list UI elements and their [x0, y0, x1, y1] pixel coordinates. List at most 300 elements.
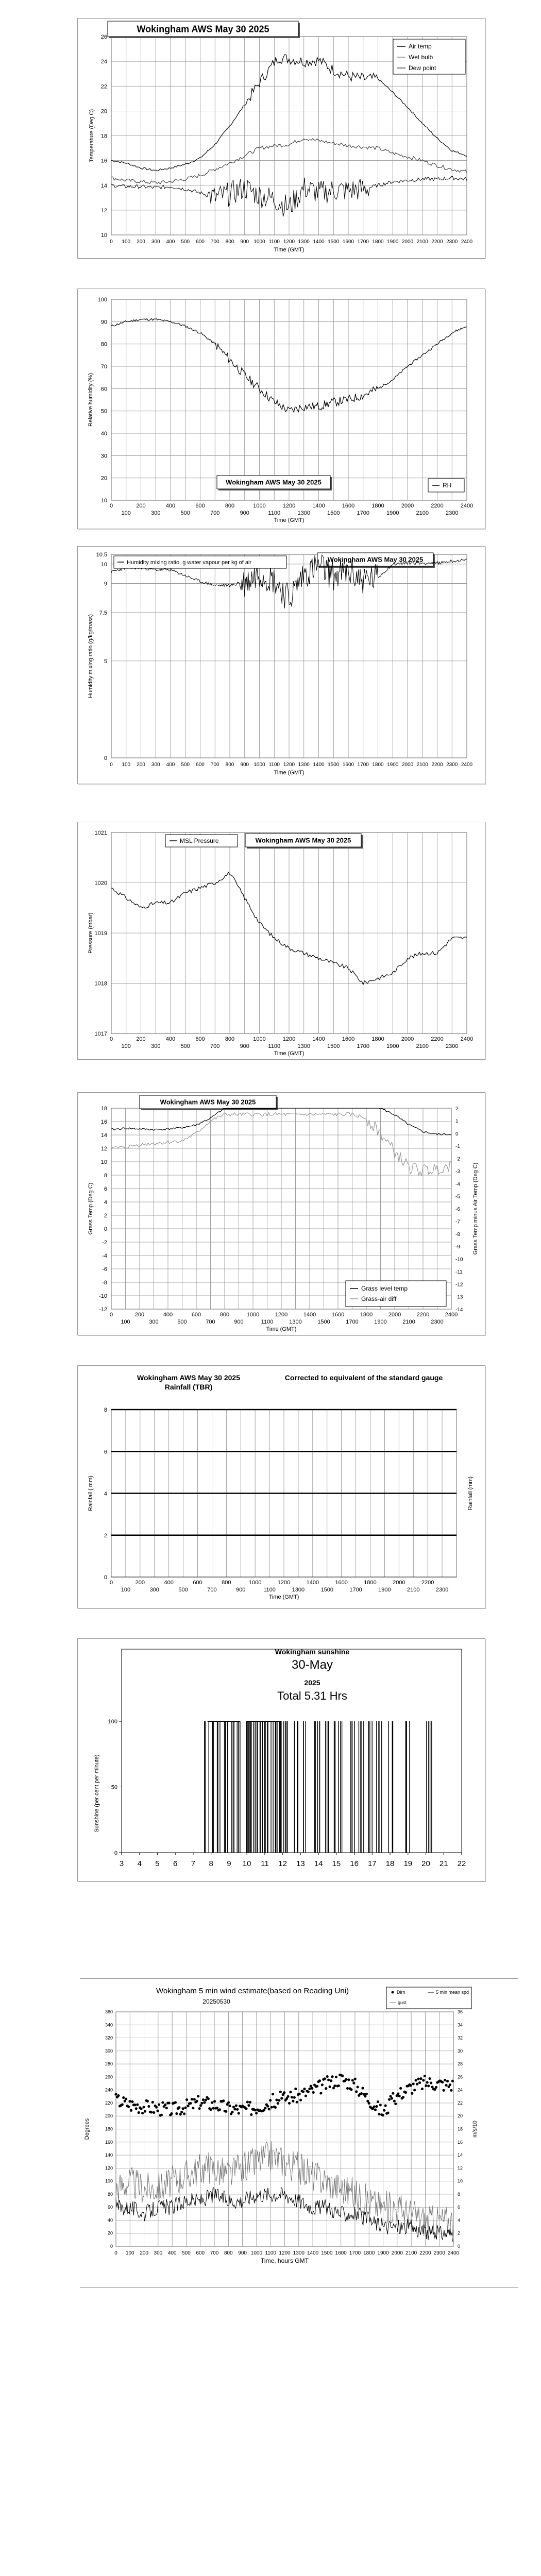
- wind-direction-point: [368, 2102, 370, 2105]
- temperature-xtick-label: 100: [122, 239, 131, 245]
- wind-direction-point: [180, 2111, 183, 2113]
- wind-direction-point: [130, 2109, 132, 2112]
- wind-direction-point: [151, 2101, 154, 2104]
- wind-direction-point: [361, 2087, 364, 2089]
- grass-ytick-right-label: -11: [455, 1269, 463, 1275]
- temperature-xtick-label: 1200: [283, 239, 295, 245]
- grass-ytick-label: -10: [99, 1293, 107, 1299]
- pressure-xtick-label: 1100: [268, 1043, 281, 1049]
- wind-ytick-right-label: 22: [458, 2100, 463, 2106]
- grass-ytick-right-label: -4: [455, 1181, 460, 1188]
- sunshine-ytick-label: 50: [111, 1784, 117, 1791]
- wind-direction-point: [288, 2102, 291, 2105]
- rh-ytick-label: 20: [100, 475, 107, 482]
- wind-direction-point: [374, 2108, 377, 2111]
- wind-direction-point: [347, 2078, 350, 2081]
- rh-xtick-label: 1500: [327, 510, 340, 516]
- wind-ytick-label: 220: [105, 2100, 113, 2106]
- wind-direction-point: [365, 2093, 368, 2095]
- rainfall-xtick-label: 200: [135, 1580, 145, 1586]
- wind-direction-point: [269, 2099, 272, 2102]
- wind-direction-point: [449, 2083, 451, 2086]
- mixing-ratio-xtick-label: 100: [122, 762, 131, 768]
- wind-direction-point: [327, 2079, 330, 2081]
- wind-direction-point: [222, 2099, 225, 2102]
- wind-direction-point: [379, 2104, 382, 2106]
- wind-ytick-label: 40: [107, 2217, 113, 2223]
- grass-xtick-label: 1600: [331, 1312, 345, 1318]
- grass-ytick-right-label: -10: [455, 1257, 463, 1263]
- temperature-ytick-label: 26: [100, 34, 107, 40]
- wind-direction-point: [298, 2093, 301, 2095]
- wind-direction-point: [238, 2112, 240, 2114]
- rainfall-xtick-label: 900: [236, 1587, 246, 1593]
- wind-xtick-label: 200: [140, 2250, 148, 2256]
- wind-direction-point: [312, 2091, 315, 2094]
- wind-xtick-label: 1600: [335, 2250, 347, 2256]
- wind-direction-point: [211, 2102, 213, 2104]
- wind-direction-point: [133, 2104, 136, 2106]
- wind-direction-point: [255, 2112, 258, 2114]
- temperature-xtick-label: 600: [196, 239, 205, 245]
- sunshine-xtick-label: 15: [332, 1859, 341, 1868]
- wind-direction-point: [125, 2097, 127, 2100]
- rainfall-chart: [78, 1366, 485, 1608]
- wind-ytick-label: 360: [105, 2009, 113, 2014]
- rainfall-chart-title: Wokingham AWS May 30 2025: [137, 1374, 240, 1382]
- rainfall-xtick-label: 1600: [335, 1580, 348, 1586]
- wind-direction-point: [354, 2078, 357, 2080]
- rainfall-chart-note: Corrected to equivalent of the standard gauge: [284, 1374, 443, 1382]
- grass-ytick-right-label: -14: [455, 1307, 463, 1313]
- grass-ytick-label: 8: [104, 1173, 107, 1179]
- wind-direction-point: [415, 2079, 417, 2081]
- wind-direction-point: [443, 2089, 445, 2092]
- grass-ytick-label: -2: [102, 1240, 107, 1246]
- sunshine-xtick-label: 4: [137, 1859, 142, 1868]
- sunshine-xtick-label: 22: [457, 1859, 466, 1868]
- wind-direction-point: [292, 2100, 294, 2103]
- rh-xtick-label: 400: [165, 503, 176, 509]
- sunshine-chart: [78, 1639, 485, 1881]
- wind-legend-label: Dirn: [397, 1990, 405, 1995]
- sunshine-xtick-label: 3: [119, 1859, 124, 1868]
- rh-xtick-label: 0: [109, 503, 113, 509]
- mixing-ratio-xtick-label: 300: [151, 762, 160, 768]
- mixing-ratio-chart-panel: [77, 546, 485, 784]
- mixing-ratio-xtick-label: 200: [137, 762, 145, 768]
- pressure-xtick-label: 2100: [416, 1043, 429, 1049]
- wind-direction-point: [277, 2102, 279, 2105]
- wind-direction-point: [131, 2100, 133, 2103]
- grass-xtick-label: 300: [149, 1319, 159, 1325]
- wind-direction-point: [225, 2110, 227, 2113]
- pressure-xtick-label: 900: [240, 1043, 249, 1049]
- wind-xtick-label: 2100: [405, 2250, 417, 2256]
- wind-direction-point: [364, 2095, 366, 2097]
- mixing-ratio-xtick-label: 1700: [357, 762, 369, 768]
- sunshine-xtick-label: 7: [191, 1859, 196, 1868]
- rh-xtick-label: 1600: [342, 503, 355, 509]
- mixing-ratio-ytick-label: 9: [104, 581, 107, 587]
- temperature-ytick-label: 24: [100, 59, 107, 65]
- wind-direction-point: [393, 2100, 396, 2103]
- rh-xtick-label: 1100: [268, 510, 281, 516]
- wind-direction-point: [413, 2089, 416, 2091]
- wind-xtick-label: 300: [154, 2250, 163, 2256]
- grass-xtick-label: 400: [163, 1312, 173, 1318]
- wind-direction-point: [200, 2102, 203, 2105]
- wind-direction-point: [326, 2075, 329, 2078]
- mixing-ratio-xtick-label: 700: [210, 762, 219, 768]
- sunshine-xtick-label: 11: [261, 1859, 269, 1868]
- grass-ytick-right-label: 2: [455, 1106, 459, 1112]
- grass-chart-title: Wokingham AWS May 30 2025: [160, 1098, 256, 1106]
- rh-xtick-label: 1800: [371, 503, 384, 509]
- wind-direction-point: [245, 2107, 247, 2110]
- rainfall-xtick-label: 2100: [407, 1587, 420, 1593]
- wind-direction-point: [207, 2097, 210, 2100]
- sunshine-xtick-label: 13: [296, 1859, 305, 1868]
- grass-xtick-label: 1400: [303, 1312, 316, 1318]
- pressure-xtick-label: 0: [109, 1036, 113, 1042]
- wind-direction-point: [319, 2092, 322, 2094]
- rh-x-axis-title: Time (GMT): [274, 517, 305, 523]
- mixing-ratio-xtick-label: 1400: [313, 762, 325, 768]
- temperature-chart-panel: [77, 18, 485, 259]
- wind-ytick-right-label: 30: [458, 2048, 463, 2054]
- wind-direction-point: [199, 2104, 202, 2107]
- sunshine-plot-area: [122, 1649, 462, 1853]
- wind-xtick-label: 1100: [265, 2250, 276, 2256]
- wind-xtick-label: 1400: [307, 2250, 319, 2256]
- grass-ytick-right-label: -3: [455, 1168, 460, 1175]
- temperature-ytick-label: 14: [100, 182, 107, 189]
- grass-xtick-label: 200: [134, 1312, 145, 1318]
- grass-ytick-right-label: -1: [455, 1144, 460, 1150]
- mixing-ratio-ytick-label: 7.5: [99, 609, 107, 616]
- wind-direction-point: [266, 2105, 269, 2108]
- mixing-ratio-ytick-label: 5: [104, 658, 107, 665]
- wind-direction-point: [128, 2100, 131, 2103]
- wind-y-axis-title: Degrees: [84, 2118, 90, 2140]
- wind-direction-point: [160, 2114, 163, 2116]
- wind-direction-point: [350, 2088, 352, 2091]
- grass-ytick-label: 14: [100, 1132, 107, 1139]
- temperature-chart: [78, 19, 485, 258]
- wind-direction-point: [183, 2112, 185, 2115]
- wind-direction-point: [213, 2100, 216, 2103]
- mixing-ratio-xtick-label: 2400: [461, 762, 473, 768]
- wind-xtick-label: 700: [210, 2250, 219, 2256]
- rainfall-xtick-label: 1900: [378, 1587, 391, 1593]
- grass-xtick-label: 1100: [261, 1319, 274, 1325]
- grass-xtick-label: 1900: [374, 1319, 387, 1325]
- rh-ytick-label: 80: [100, 341, 107, 348]
- wind-ytick-right-label: 14: [458, 2153, 463, 2158]
- temperature-y-axis-title: Temperature (Deg C): [89, 109, 95, 163]
- wind-ytick-right-label: 18: [458, 2126, 463, 2132]
- rh-y-axis-title: Relative humidity (%): [88, 373, 94, 427]
- wind-direction-point: [450, 2089, 452, 2092]
- wind-chart-title: Wokingham 5 min wind estimate(based on Reading Uni): [156, 1987, 349, 1995]
- grass-xtick-label: 2100: [402, 1319, 415, 1325]
- temperature-xtick-label: 2300: [446, 239, 458, 245]
- sunshine-date: 30-May: [291, 1658, 333, 1672]
- sunshine-year: 2025: [304, 1679, 320, 1687]
- rh-xtick-label: 100: [121, 510, 131, 516]
- pressure-y-axis-title: Pressure (mbar): [88, 912, 94, 954]
- wind-direction-point: [417, 2078, 419, 2080]
- wind-direction-point: [402, 2096, 404, 2098]
- rainfall-xtick-label: 1300: [292, 1587, 305, 1593]
- grass-ytick-right-label: 1: [455, 1118, 459, 1125]
- pressure-chart-panel: [77, 822, 485, 1060]
- rh-ytick-label: 60: [100, 386, 107, 393]
- pressure-xtick-label: 1500: [327, 1043, 340, 1049]
- wind-direction-point: [185, 2098, 188, 2101]
- temperature-xtick-label: 500: [181, 239, 190, 245]
- sunshine-total: Total 5.31 Hrs: [277, 1689, 347, 1702]
- wind-direction-point: [305, 2094, 307, 2097]
- rainfall-xtick-label: 1500: [320, 1587, 333, 1593]
- rh-xtick-label: 2300: [446, 510, 459, 516]
- rh-chart: [78, 289, 485, 529]
- mixing-ratio-legend-label: Humidity mixing ratio, g water vapour per kg of air: [127, 560, 252, 566]
- mixing-ratio-ytick-label: 0: [104, 755, 107, 761]
- wind-direction-point: [355, 2090, 358, 2093]
- pressure-xtick-label: 2400: [460, 1036, 474, 1042]
- wind-direction-point: [205, 2099, 207, 2102]
- temperature-xtick-label: 1500: [328, 239, 340, 245]
- rh-xtick-label: 900: [240, 510, 249, 516]
- rh-xtick-label: 2200: [431, 503, 444, 509]
- wind-legend-label: gust: [398, 2000, 407, 2005]
- wind-ytick-label: 100: [105, 2178, 113, 2184]
- grass-x-axis-title: Time (GMT): [266, 1326, 297, 1332]
- grass-legend-label: Grass-air diff: [361, 1295, 397, 1302]
- wind-direction-point: [231, 2111, 233, 2113]
- grass-ytick-label: 12: [100, 1146, 107, 1152]
- sunshine-xtick-label: 12: [278, 1859, 287, 1868]
- wind-direction-point: [294, 2088, 297, 2090]
- mixing-ratio-xtick-label: 2100: [416, 762, 428, 768]
- wind-direction-point: [293, 2096, 296, 2099]
- sunshine-xtick-label: 18: [385, 1859, 395, 1868]
- wind-direction-point: [410, 2084, 412, 2087]
- wind-direction-point: [382, 2114, 384, 2116]
- grass-xtick-label: 500: [177, 1319, 187, 1325]
- wind-direction-point: [419, 2077, 422, 2080]
- pressure-xtick-label: 200: [136, 1036, 146, 1042]
- wind-direction-point: [378, 2113, 380, 2115]
- rh-ytick-label: 90: [100, 319, 107, 326]
- mixing-ratio-x-axis-title: Time (GMT): [274, 770, 305, 776]
- mixing-ratio-xtick-label: 0: [110, 762, 113, 768]
- wind-direction-point: [404, 2091, 407, 2094]
- rainfall-xtick-label: 1400: [306, 1580, 319, 1586]
- rainfall-xtick-label: 300: [149, 1587, 159, 1593]
- pressure-xtick-label: 2300: [446, 1043, 459, 1049]
- wind-direction-point: [216, 2107, 218, 2109]
- wind-direction-point: [142, 2106, 145, 2108]
- wind-direction-point: [196, 2100, 198, 2103]
- wind-xtick-label: 500: [182, 2250, 191, 2256]
- wind-chart: [77, 1986, 489, 2275]
- grass-chart: [78, 1093, 485, 1335]
- wind-ytick-right-label: 26: [458, 2074, 463, 2080]
- rh-ytick-label: 70: [100, 364, 107, 370]
- mixing-ratio-xtick-label: 600: [196, 762, 205, 768]
- grass-ytick-label: 18: [100, 1106, 107, 1112]
- rh-xtick-label: 2000: [401, 503, 414, 509]
- mixing-ratio-xtick-label: 2200: [431, 762, 443, 768]
- wind-direction-point: [302, 2090, 305, 2093]
- wind-direction-point: [351, 2079, 354, 2081]
- grass-xtick-label: 1000: [246, 1312, 260, 1318]
- wind-direction-point: [249, 2101, 251, 2104]
- wind-xtick-label: 0: [114, 2250, 117, 2256]
- wind-direction-point: [247, 2104, 250, 2107]
- temperature-ytick-label: 20: [100, 108, 107, 115]
- wind-ytick-right-label: 8: [458, 2191, 461, 2197]
- wind-direction-point: [270, 2106, 273, 2109]
- temperature-legend-label: Wet bulb: [409, 54, 433, 61]
- grass-ytick-label: 0: [104, 1226, 107, 1232]
- grass-ytick-right-label: -5: [455, 1194, 460, 1200]
- wind-direction-point: [291, 2096, 293, 2098]
- grass-ytick-label: 16: [100, 1119, 107, 1125]
- temperature-xtick-label: 2200: [431, 239, 443, 245]
- sunshine-xtick-label: 10: [242, 1859, 251, 1868]
- temperature-xtick-label: 1600: [342, 239, 354, 245]
- rainfall-x-axis-title: Time (GMT): [268, 1594, 299, 1600]
- rh-ytick-label: 30: [100, 453, 107, 460]
- wind-xtick-label: 1800: [363, 2250, 375, 2256]
- grass-xtick-label: 800: [219, 1312, 230, 1318]
- wind-xtick-label: 1300: [293, 2250, 305, 2256]
- wind-direction-point: [286, 2095, 289, 2098]
- wind-direction-point: [299, 2099, 302, 2102]
- pressure-ytick-label: 1019: [94, 930, 107, 937]
- temperature-ytick-label: 10: [100, 232, 107, 239]
- wind-xtick-label: 100: [125, 2250, 134, 2256]
- rainfall-xtick-label: 100: [121, 1587, 131, 1593]
- wind-direction-point: [174, 2101, 177, 2104]
- wind-direction-point: [360, 2092, 363, 2095]
- rainfall-xtick-label: 400: [164, 1580, 174, 1586]
- wind-ytick-label: 120: [105, 2165, 113, 2171]
- wind-xtick-label: 1700: [349, 2250, 361, 2256]
- temperature-chart-title: Wokingham AWS May 30 2025: [137, 24, 269, 35]
- wind-direction-point: [280, 2097, 283, 2099]
- sunshine-xtick-label: 8: [209, 1859, 213, 1868]
- mixing-ratio-xtick-label: 1000: [253, 762, 265, 768]
- grass-y-axis-right-title: Grass Temp minus Air Temp (Deg C): [472, 1162, 479, 1255]
- wind-direction-point: [426, 2081, 429, 2083]
- wind-direction-point: [192, 2107, 194, 2109]
- grass-ytick-right-label: -12: [455, 1282, 463, 1288]
- wind-ytick-label: 340: [105, 2022, 113, 2028]
- temperature-xtick-label: 1800: [372, 239, 384, 245]
- pressure-xtick-label: 1200: [282, 1036, 296, 1042]
- pressure-ytick-label: 1021: [94, 830, 107, 836]
- rainfall-xtick-label: 500: [178, 1587, 188, 1593]
- wind-direction-point: [386, 2112, 389, 2114]
- wind-ytick-label: 240: [105, 2087, 113, 2093]
- wind-direction-point: [441, 2081, 444, 2083]
- wind-direction-point: [445, 2084, 447, 2087]
- wind-direction-point: [375, 2105, 378, 2108]
- wind-xtick-label: 2400: [447, 2250, 460, 2256]
- rh-xtick-label: 200: [136, 503, 146, 509]
- grass-xtick-label: 1200: [275, 1312, 288, 1318]
- grass-xtick-label: 0: [109, 1312, 113, 1318]
- grass-ytick-label: 4: [104, 1199, 107, 1206]
- wind-xtick-label: 2000: [391, 2250, 403, 2256]
- wind-ytick-label: 320: [105, 2035, 113, 2041]
- wind-chart-panel: [77, 1986, 489, 2275]
- grass-xtick-label: 1300: [289, 1319, 302, 1325]
- temperature-xtick-label: 0: [110, 239, 113, 245]
- rainfall-xtick-label: 1100: [263, 1587, 276, 1593]
- rh-xtick-label: 1200: [282, 503, 296, 509]
- rh-xtick-label: 500: [180, 510, 190, 516]
- pressure-legend-label: MSL Pressure: [180, 837, 219, 844]
- pressure-xtick-label: 1300: [297, 1043, 310, 1049]
- rh-xtick-label: 1000: [253, 503, 266, 509]
- pressure-xtick-label: 500: [180, 1043, 190, 1049]
- grass-xtick-label: 2000: [388, 1312, 401, 1318]
- wind-direction-point: [411, 2092, 413, 2095]
- pressure-xtick-label: 2200: [431, 1036, 444, 1042]
- temperature-xtick-label: 1000: [253, 239, 265, 245]
- wind-direction-point: [155, 2106, 158, 2109]
- wind-direction-point: [283, 2091, 285, 2094]
- wind-ytick-right-label: 2: [458, 2230, 461, 2236]
- temperature-xtick-label: 300: [151, 239, 160, 245]
- rh-xtick-label: 1300: [297, 510, 310, 516]
- wind-direction-point: [421, 2088, 424, 2090]
- sunshine-xtick-label: 6: [173, 1859, 178, 1868]
- rainfall-ytick-label: 4: [104, 1490, 107, 1497]
- temperature-xtick-label: 900: [240, 239, 249, 245]
- wind-direction-point: [141, 2112, 144, 2114]
- wind-ytick-right-label: 10: [458, 2178, 463, 2184]
- temperature-xtick-label: 800: [225, 239, 234, 245]
- rh-ytick-label: 50: [100, 408, 107, 415]
- wind-xtick-label: 900: [238, 2250, 247, 2256]
- mixing-ratio-xtick-label: 1100: [268, 762, 280, 768]
- wind-xtick-label: 400: [167, 2250, 177, 2256]
- rainfall-xtick-label: 1800: [364, 1580, 377, 1586]
- mixing-ratio-xtick-label: 1200: [283, 762, 295, 768]
- wind-direction-point: [178, 2106, 180, 2109]
- wind-direction-point: [352, 2082, 355, 2084]
- wind-direction-point: [324, 2077, 326, 2080]
- rainfall-y-axis-right-title: Rainfall (mm): [467, 1476, 474, 1511]
- wind-xtick-label: 2200: [419, 2250, 431, 2256]
- wind-direction-point: [346, 2087, 349, 2090]
- wind-direction-point: [333, 2084, 336, 2087]
- wind-direction-point: [197, 2095, 199, 2097]
- wind-direction-point: [135, 2107, 138, 2110]
- wind-direction-point: [156, 2110, 159, 2112]
- grass-chart-panel: [77, 1092, 485, 1335]
- wind-ytick-right-label: 6: [458, 2205, 461, 2210]
- wind-direction-point: [391, 2097, 393, 2099]
- wind-direction-point: [268, 2108, 270, 2110]
